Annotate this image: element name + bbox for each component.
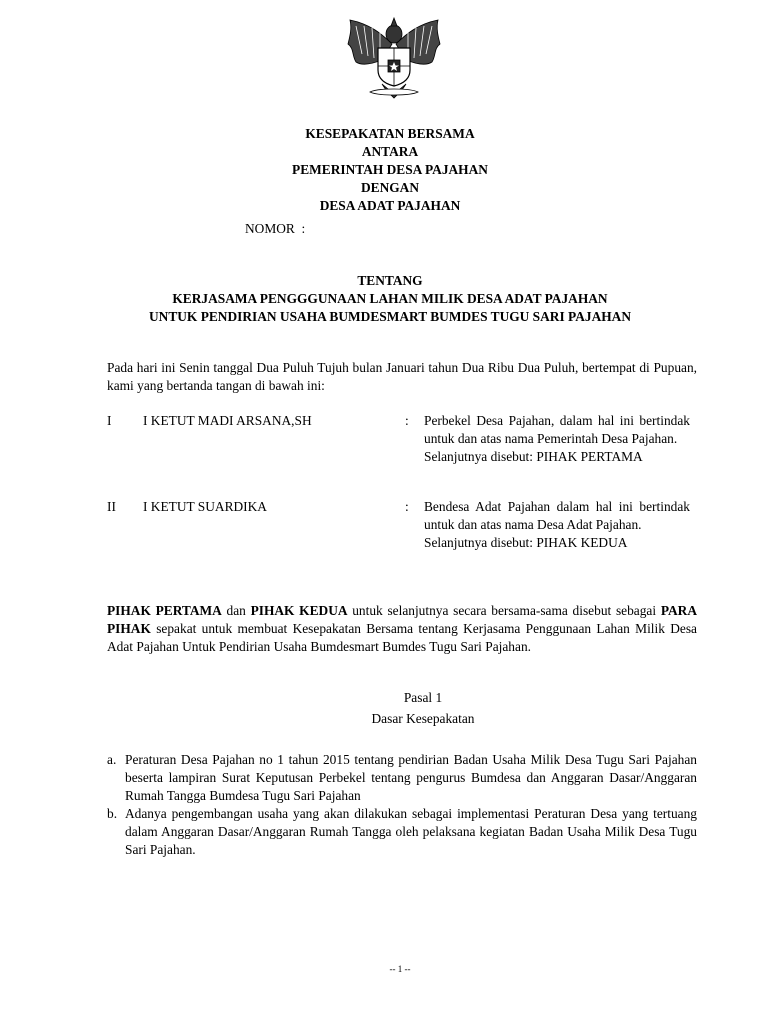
list-item [107, 751, 697, 805]
page-number: -- 1 -- [389, 964, 411, 974]
list-marker: a. [107, 752, 117, 767]
pihak-pertama-label: PIHAK PERTAMA [107, 603, 222, 618]
para-pihak-label: PARA PIHAK [107, 603, 698, 636]
party-referred: Selanjutnya disebut: PIHAK PERTAMA [424, 449, 643, 464]
list-text: Adanya pengembangan usaha yang akan dilakukan sebagai implementasi Peraturan Desa yang tertuang dalam Anggaran Dasar/Anggaran Rumah Tangga oleh pelaksana kegiatan Badan Usaha Milik Desa Tugu Sari Pajahan. [125, 806, 697, 857]
pasal-title: Pasal 1 [403, 690, 443, 705]
party-description: Perbekel Desa Pajahan, dalam hal ini bertindak untuk dan atas nama Pemerintah Desa Pajahan. [424, 413, 690, 446]
party-description-block [424, 498, 690, 552]
heading-line: ANTARA [361, 144, 419, 159]
opening-paragraph: Pada hari ini Senin tanggal Dua Puluh Tujuh bulan Januari tahun Dua Ribu Dua Puluh, bertempat di Pupuan, kami yang bertanda tangan di bawah ini: [107, 360, 697, 393]
document-heading [0, 125, 768, 215]
tentang-label: TENTANG [357, 273, 423, 288]
agreement-paragraph [107, 602, 697, 656]
party-colon: : [405, 499, 409, 514]
nomor-label: NOMOR : [245, 221, 306, 236]
tentang-block [0, 272, 768, 326]
heading-line: KESEPAKATAN BERSAMA [305, 126, 475, 141]
party-name: I KETUT MADI ARSANA,SH [143, 413, 312, 428]
agreement-text: untuk selanjutnya secara bersama-sama disebut sebagai [347, 603, 661, 618]
agreement-text: dan [221, 603, 251, 618]
party-description: Bendesa Adat Pajahan dalam hal ini bertindak untuk dan atas nama Desa Adat Pajahan. [424, 499, 690, 532]
pasal-subtitle: Dasar Kesepakatan [371, 711, 475, 726]
party-colon: : [405, 413, 409, 428]
agreement-text: sepakat untuk membuat Kesepakatan Bersama tentang Kerjasama Penggunaan Lahan Milik Desa Adat Pajahan Untuk Pendirian Usaha Bumdesmart Bumdes Tugu Sari Pajahan. [107, 621, 697, 654]
heading-line: PEMERINTAH DESA PAJAHAN [292, 162, 488, 177]
party-description-block [424, 412, 690, 466]
party-number: II [107, 499, 116, 514]
party-referred: Selanjutnya disebut: PIHAK KEDUA [424, 535, 628, 550]
list-text: Peraturan Desa Pajahan no 1 tahun 2015 tentang pendirian Badan Usaha Milik Desa Tugu Sari Pajahan beserta lampiran Surat Keputusan Perbekel tentang pengurus Bumdesa dan Anggaran Dasar/Anggaran Rumah Tangga Bumdesa Tugu Sari Pajahan [125, 752, 697, 803]
list-item [107, 805, 697, 859]
heading-line: DENGAN [360, 180, 420, 195]
list-marker: b. [107, 806, 118, 821]
heading-line: DESA ADAT PAJAHAN [319, 198, 461, 213]
party-number: I [107, 413, 112, 428]
pasal-list [107, 751, 697, 859]
party-name: I KETUT SUARDIKA [143, 499, 267, 514]
garuda-emblem-icon [342, 14, 446, 102]
tentang-title-line2: UNTUK PENDIRIAN USAHA BUMDESMART BUMDES TUGU SARI PAJAHAN [148, 309, 631, 324]
tentang-title-line1: KERJASAMA PENGGGUNAAN LAHAN MILIK DESA ADAT PAJAHAN [172, 291, 608, 306]
pihak-kedua-label: PIHAK KEDUA [250, 603, 348, 618]
